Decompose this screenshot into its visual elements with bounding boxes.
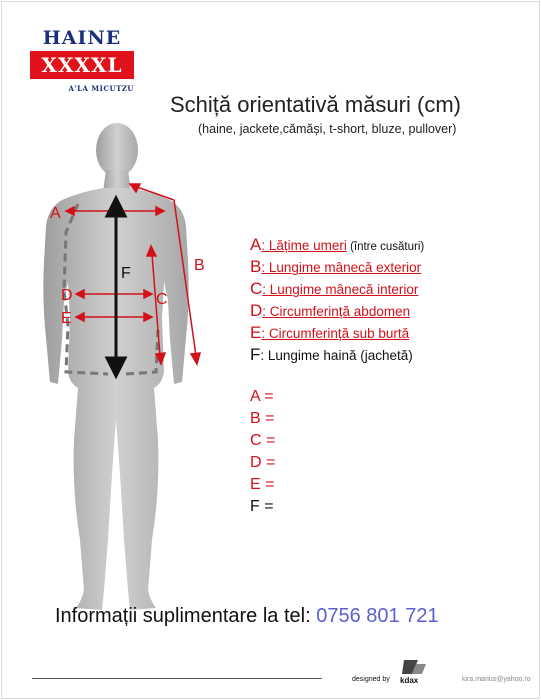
legend-letter: A [250,235,262,254]
contact-info [55,605,439,628]
phone-number[interactable]: 0756 801 721 [316,605,439,627]
legend-letter: D [250,301,263,320]
measurement-legend [250,234,424,366]
label-e: E [61,310,72,327]
logo-box-text: XXXXL [30,51,134,79]
legend-text: : Lungime mânecă exterior [261,260,422,275]
label-d: D [61,287,73,304]
page-subtitle: (haine, jackete,cămăși, t-short, bluze, pullover) [198,122,457,136]
page-title: Schiță orientativă măsuri (cm) [170,92,461,117]
label-f: F [121,265,131,282]
label-b: B [194,257,205,274]
email-address[interactable]: kira.marius@yahoo.ro [462,676,531,683]
answer-b: B = [250,410,275,427]
legend-text: : Circumferință sub burtă [261,326,410,341]
label-a: A [50,205,61,222]
answer-e: E = [250,476,275,493]
logo-top-text: HAINE [42,27,122,49]
legend-text: : Circumferință abdomen [262,304,411,319]
answer-a: A = [250,388,274,405]
legend-item [250,234,424,256]
designed-by-text: designed by [352,676,390,683]
legend-item [250,344,424,366]
legend-letter: F [250,345,261,364]
answer-f: F = [250,498,274,515]
answer-d: D = [250,454,276,471]
legend-letter: B [250,257,262,276]
legend-letter: C [250,279,263,298]
kdax-brand: kdax [400,676,419,685]
legend-letter: E [250,323,262,342]
logo-sub-text: A'LA MICUTZU [68,84,134,93]
legend-text: : Lungime mânecă interior [262,282,419,297]
footer-divider [32,678,322,679]
legend-text: : Lățime umeri [261,238,347,253]
answer-fields [250,386,275,518]
legend-item [250,256,424,278]
answer-c: C = [250,432,276,449]
label-c: C [156,291,168,308]
legend-note: (între cusături) [346,241,425,253]
legend-item [250,322,424,344]
legend-text: : Lungime haină (jachetă) [260,348,413,363]
legend-item [250,300,424,322]
contact-label: Informații suplimentare la tel: [55,605,317,627]
legend-item [250,278,424,300]
